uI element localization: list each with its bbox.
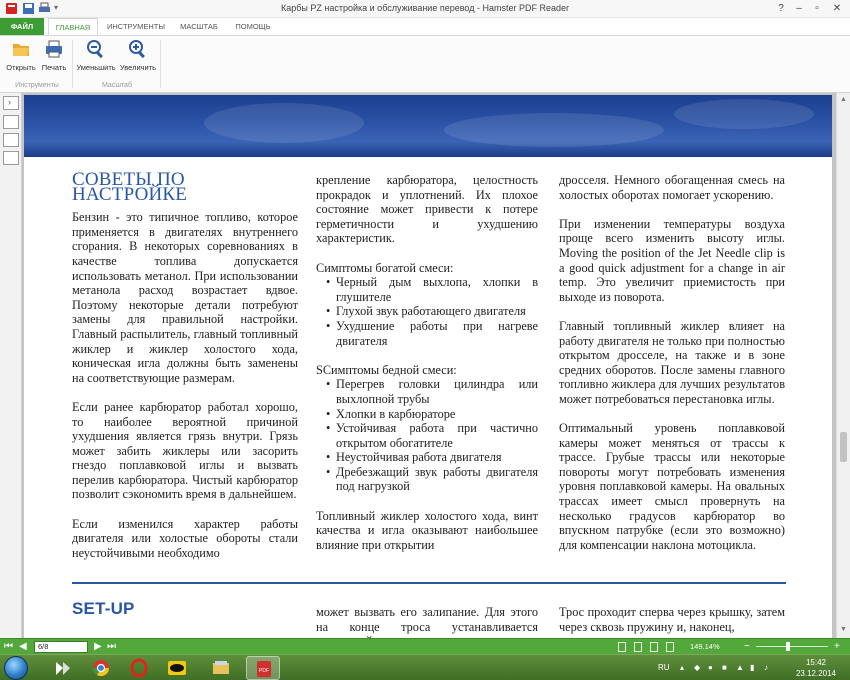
taskbar-app-media[interactable] — [46, 656, 80, 680]
chrome-icon — [92, 659, 110, 677]
printer-icon — [44, 39, 64, 59]
taskbar-app-batch[interactable] — [160, 656, 194, 680]
tray-app-icon[interactable]: ● — [708, 663, 713, 672]
two-page-view-icon[interactable] — [650, 642, 658, 652]
taskbar-app-chrome[interactable] — [84, 656, 118, 680]
tray-app-icon[interactable]: ■ — [722, 663, 727, 672]
text-column-3 — [559, 173, 785, 552]
last-page-icon[interactable]: ⏭ — [107, 641, 116, 652]
zoom-out-icon — [86, 39, 106, 59]
tray-app-icon[interactable]: ◆ — [694, 663, 701, 672]
ribbon-separator — [72, 40, 73, 88]
taskbar-app-pdf-reader[interactable] — [246, 656, 280, 680]
show-hidden-icons-icon[interactable]: ▴ — [680, 663, 685, 672]
group-tools-label: Инструменты — [15, 82, 59, 89]
layers-icon[interactable] — [3, 151, 19, 165]
zoom-out-label: Уменьшить — [76, 63, 116, 72]
title-bar — [0, 0, 850, 18]
page-number-field[interactable]: 6/8 — [34, 641, 88, 653]
minimize-button[interactable]: – — [796, 3, 802, 14]
taskbar-app-explorer[interactable] — [204, 656, 238, 680]
batman-icon — [168, 659, 186, 677]
taskbar — [0, 654, 850, 680]
pdf-page — [24, 95, 832, 655]
scroll-down-icon[interactable]: ▼ — [840, 626, 847, 633]
ribbon-tabs — [0, 18, 850, 36]
open-button[interactable] — [4, 39, 38, 77]
system-clock[interactable] — [790, 657, 842, 679]
group-zoom-label: Масштаб — [102, 82, 132, 89]
text-column-2 — [316, 173, 538, 552]
paragraph: Топливный жиклер холостого хода, винт качества и игла оказывают наибольшее влияние при открытии — [316, 508, 538, 552]
ribbon-panel — [0, 35, 850, 93]
close-button[interactable]: ✕ — [832, 3, 842, 14]
list-item: • Глухой звук работающего двигателя — [316, 304, 538, 319]
fit-width-view-icon[interactable] — [666, 642, 674, 652]
paragraph: может вызвать его залипание. Для этого на конце троса устанавливается — [316, 605, 538, 634]
start-button[interactable] — [4, 656, 28, 680]
first-page-icon[interactable]: ⏮ — [4, 641, 13, 652]
section-divider — [72, 582, 786, 584]
paragraph: крепление карбюратора, целостность прокрадок и уплотнений. Их плохое состояние может привести к потере герметичности и ухудшению характеристик. — [316, 173, 538, 246]
tab-zoom[interactable]: МАСШТАБ — [180, 22, 218, 31]
network-icon[interactable]: ▮ — [750, 663, 755, 672]
text-column-1-bottom — [72, 599, 298, 625]
rich-mixture-title: Симптомы богатой смеси: — [316, 260, 454, 275]
tab-file[interactable]: ФАЙЛ — [0, 18, 44, 36]
list-item: • Неустойчивая работа двигателя — [316, 450, 538, 465]
paragraph: Трос проходит сперва через крышку, затем через сквозь пружину и, наконец, — [559, 605, 785, 634]
list-item: • Устойчивая работа при частично открытом обогатителе — [316, 421, 538, 450]
expand-panel-icon[interactable]: › — [3, 96, 19, 110]
pdf-icon — [255, 660, 273, 678]
side-panel — [0, 93, 22, 638]
paragraph: дросселя. Немного обогащенная смесь на холостых оборотах помогает ускорению. — [559, 173, 785, 202]
clock-date: 23.12.2014 — [795, 669, 837, 678]
text-column-3-bottom — [559, 605, 785, 634]
next-page-icon[interactable]: ▶ — [94, 641, 102, 652]
list-item: • Хлопки в карбюраторе — [316, 407, 538, 422]
zoom-in-icon — [128, 39, 148, 59]
taskbar-app-opera[interactable] — [122, 656, 156, 680]
lean-mixture-title: SCимптомы бедной смеси: — [316, 362, 457, 377]
help-button[interactable]: ? — [778, 3, 784, 14]
document-viewport[interactable] — [22, 93, 836, 638]
section-heading-tuning: СОВЕТЫ ПО НАСТРОЙКЕ — [72, 169, 188, 205]
single-page-view-icon[interactable] — [618, 642, 626, 652]
tab-help[interactable]: ПОМОЩЬ — [235, 22, 271, 31]
rich-mixture-list — [316, 275, 538, 348]
zoom-out-button[interactable] — [76, 39, 116, 77]
zoom-plus-icon[interactable]: + — [834, 641, 840, 652]
list-item: • Черный дым выхлопа, хлопки в глушителе — [316, 275, 538, 304]
text-column-1 — [72, 169, 298, 560]
lean-mixture-list — [316, 377, 538, 494]
tab-home[interactable]: ГЛАВНАЯ — [48, 18, 98, 36]
zoom-in-button[interactable] — [118, 39, 158, 77]
print-label: Печать — [41, 63, 67, 72]
opera-icon — [130, 659, 148, 677]
open-label: Открыть — [6, 63, 36, 72]
paragraph: Оптимальный уровень поплавковой камеры может меняться от трассы к трассе. Грубые трассы или некоторые повороты могут потребовать изменения уровня поплавковой камеры. На овальных трассах имеет смысл провернуть на несколько градусов карбюратор во впускном патрубке (если это возможно) для компенсации наклона мотоцикла. — [559, 421, 785, 552]
tab-tools[interactable]: ИНСТРУМЕНТЫ — [106, 22, 166, 31]
maximize-button[interactable]: ▫ — [815, 3, 819, 14]
paragraph: Если изменился характер работы двигателя или холостые обороты стали неустойчивыми необходимо — [72, 516, 298, 560]
file-explorer-icon — [212, 659, 230, 677]
svg-text:PDF: PDF — [259, 668, 269, 674]
paragraph: Бензин - это типичное топливо, которое применяется в двигателях внутреннего сгорания. В некоторых соревнованиях в качестве топлива допускается использовать метанол. При использовании метанола расход возрастает вдвое. Поэтому некоторые детали потребуют замены для правильной настройки. Главный распылитель, главный топливный жиклер и жиклер холостого хода, коническая игла должны быть заменены на соответствующие размерам. — [72, 210, 298, 385]
clock-time: 15:42 — [805, 658, 827, 667]
folder-icon — [11, 39, 31, 59]
paragraph: Главный топливный жиклер влияет на работу двигателя не только при полностью открытом дросселе, на также и в зоне средних оборотов. После замены главного топливно жиклера для лучших результатов может потребоваться перестановка иглы. — [559, 318, 785, 406]
language-indicator[interactable]: RU — [658, 663, 670, 672]
zoom-slider[interactable] — [756, 646, 828, 647]
zoom-in-label: Увеличить — [119, 63, 157, 72]
bookmarks-icon[interactable] — [3, 133, 19, 147]
zoom-slider-knob[interactable] — [786, 642, 790, 651]
quick-access-menu-icon[interactable]: ▾ — [54, 3, 59, 12]
scrollbar-thumb[interactable] — [840, 432, 847, 462]
section-heading-setup: SET-UP — [72, 599, 135, 618]
status-bar — [0, 638, 850, 654]
tray-app-icon[interactable]: ▲ — [736, 663, 744, 672]
previous-page-icon[interactable]: ◀ — [19, 641, 27, 652]
print-button[interactable] — [38, 39, 70, 77]
zoom-minus-icon[interactable]: − — [744, 641, 750, 652]
list-item: • Ухудшение работы при нагреве двигателя — [316, 319, 538, 348]
paragraph: При изменении температуры воздуха проще всего изменить высоту иглы. Moving the position of the Jet Needle clip is a good quick adjustment for a change in air temp. Это увеличит приемистость при выходе из поворота. — [559, 216, 785, 304]
scroll-up-icon[interactable]: ▲ — [840, 96, 847, 103]
volume-icon[interactable]: ♪ — [764, 663, 768, 672]
thumbnails-icon[interactable] — [3, 115, 19, 129]
page-banner-image — [24, 95, 832, 157]
continuous-view-icon[interactable] — [634, 642, 642, 652]
list-item: • Дребезжащий звук работы двигателя под нагрузкой — [316, 465, 538, 494]
window-title: Карбы PZ настройка и обслуживание перевод - Hamster PDF Reader — [281, 3, 569, 13]
ribbon-separator — [160, 40, 161, 88]
media-player-icon — [54, 659, 72, 677]
paragraph: Если ранее карбюратор работал хорошо, то наиболее вероятной причиной ухудшения является грязь внутри. Грязь может забить жиклеры или засорить гнездо поплавковой иглы и вызвать перелив карбюратора. Чистый карбюратор позволит сэкономить время в дальнейшем. — [72, 399, 298, 502]
list-item: • Перегрев головки цилиндра или выхлопной трубы — [316, 377, 538, 406]
zoom-level-value: 149.14% — [690, 642, 720, 651]
vertical-scrollbar[interactable] — [836, 93, 850, 638]
